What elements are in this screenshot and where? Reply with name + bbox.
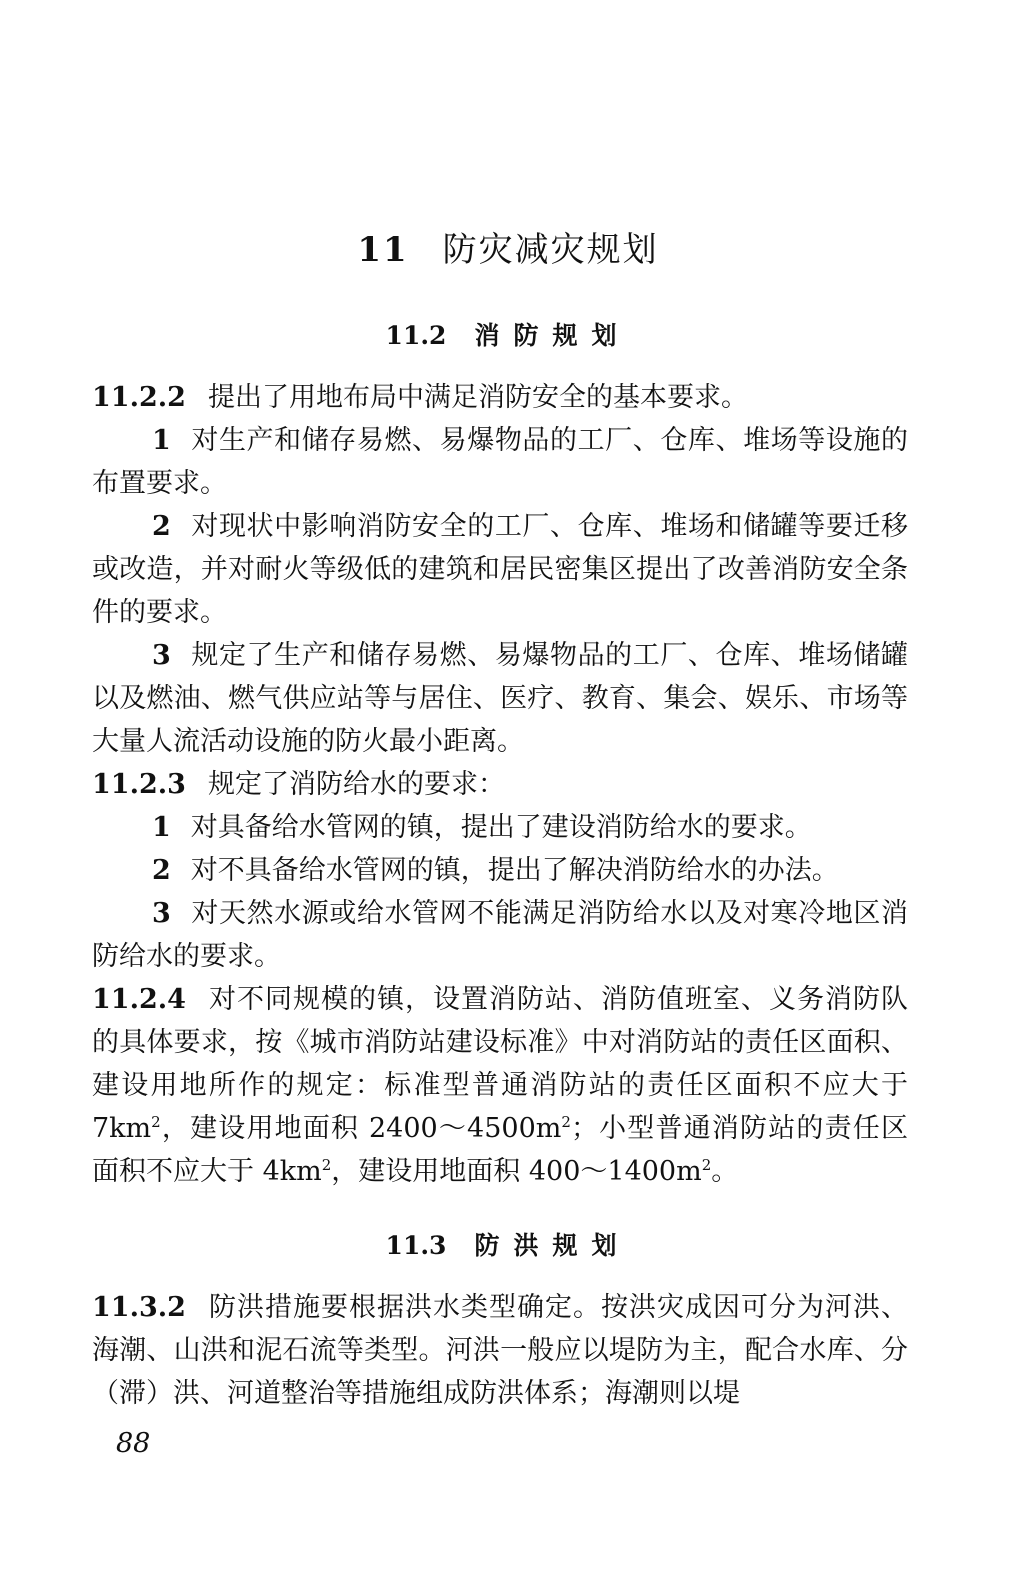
item-text: 对天然水源或给水管网不能满足消防给水以及对寒冷地区消防给水的要求。 xyxy=(92,898,908,972)
clause-text: 规定了消防给水的要求： xyxy=(207,769,505,800)
clause-11-2-4 xyxy=(92,978,908,1193)
fire-planning-body xyxy=(92,376,908,1193)
chapter-title-text: 防灾减灾规划 xyxy=(442,230,659,270)
chapter-number: 11 xyxy=(357,230,409,270)
section-heading-flood xyxy=(0,1226,1016,1262)
item-text: 规定了生产和储存易燃、易爆物品的工厂、仓库、堆场储罐以及燃油、燃气供应站等与居住、医疗、教育、集会、娱乐、市场等大量人流活动设施的防火最小距离。 xyxy=(92,640,908,757)
section-title: 消防规划 xyxy=(474,321,631,350)
clause-text-part: ；小型普通消防站的责任区面积不应大于 4km xyxy=(92,1113,908,1187)
clause-number: 11.2.3 xyxy=(92,769,186,800)
clause-text-part: 对不同规模的镇，设置消防站、消防值班室、义务消防队的具体要求，按《城市消防站建设标准》中对消防站的责任区面积、建设用地所作的规定：标准型普通消防站的责任区面积不应大于 7km xyxy=(92,984,908,1144)
section-number: 11.2 xyxy=(385,321,447,350)
clause-number: 11.2.2 xyxy=(92,382,186,413)
list-item xyxy=(92,505,908,634)
item-text: 对生产和储存易燃、易爆物品的工厂、仓库、堆场等设施的布置要求。 xyxy=(92,425,908,499)
flood-planning-body xyxy=(92,1286,908,1415)
superscript: 2 xyxy=(321,1156,332,1174)
section-title: 防洪规划 xyxy=(474,1231,631,1260)
item-number: 2 xyxy=(152,855,171,886)
clause-number: 11.3.2 xyxy=(92,1292,186,1323)
item-text: 对具备给水管网的镇，提出了建设消防给水的要求。 xyxy=(190,812,812,843)
clause-11-2-3 xyxy=(92,763,908,806)
superscript: 2 xyxy=(151,1113,161,1131)
section-heading-fire xyxy=(0,316,1016,352)
list-item xyxy=(92,419,908,505)
clause-text-part: ，建设用地面积 2400～4500m xyxy=(160,1113,562,1144)
item-number: 3 xyxy=(152,898,171,929)
clause-text-part: 。 xyxy=(711,1156,739,1187)
clause-text: 防洪措施要根据洪水类型确定。按洪灾成因可分为河洪、海潮、山洪和泥石流等类型。河洪一般应以堤防为主，配合水库、分（滞）洪、河道整治等措施组成防洪体系；海潮则以堤 xyxy=(92,1292,908,1409)
list-item xyxy=(92,892,908,978)
clause-11-2-2 xyxy=(92,376,908,419)
list-item xyxy=(92,634,908,763)
item-number: 1 xyxy=(152,425,171,456)
item-number: 1 xyxy=(152,812,171,843)
item-text: 对现状中影响消防安全的工厂、仓库、堆场和储罐等要迁移或改造，并对耐火等级低的建筑和居民密集区提出了改善消防安全条件的要求。 xyxy=(92,511,908,628)
clause-11-3-2 xyxy=(92,1286,908,1415)
clause-text: 提出了用地布局中满足消防安全的基本要求。 xyxy=(207,382,748,413)
section-number: 11.3 xyxy=(385,1231,447,1260)
item-text: 对不具备给水管网的镇，提出了解决消防给水的办法。 xyxy=(190,855,839,886)
list-item xyxy=(92,806,908,849)
superscript: 2 xyxy=(701,1156,712,1174)
item-number: 3 xyxy=(152,640,171,671)
item-number: 2 xyxy=(152,511,171,542)
page-number: 88 xyxy=(116,1428,151,1459)
clause-number: 11.2.4 xyxy=(92,984,186,1015)
chapter-title xyxy=(0,222,1016,271)
list-item xyxy=(92,849,908,892)
superscript: 2 xyxy=(561,1113,571,1131)
clause-text-part: ，建设用地面积 400～1400m xyxy=(331,1156,702,1187)
